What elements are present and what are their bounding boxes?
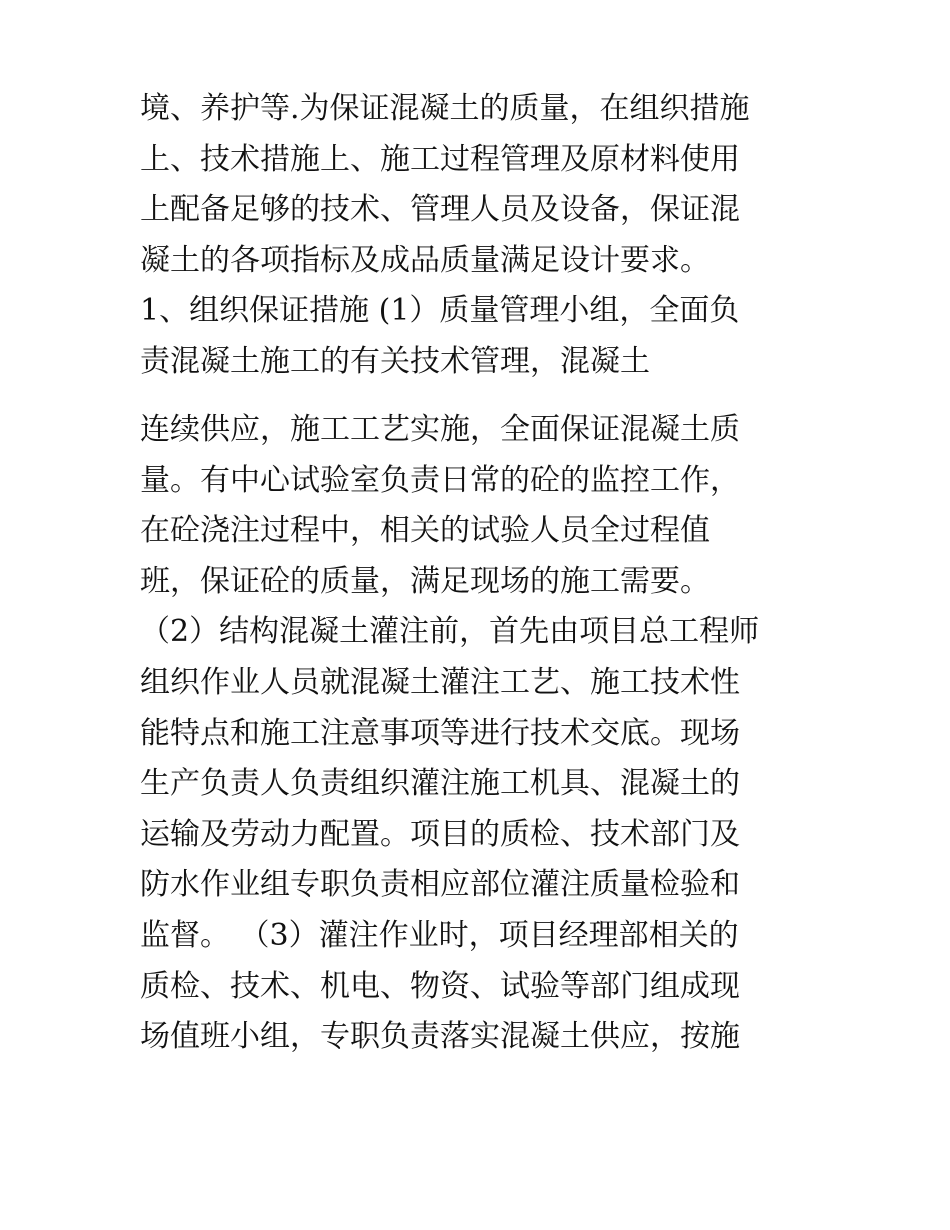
- paragraph-2: [140, 405, 840, 1063]
- text-line: 在砼浇注过程中，相关的试验人员全过程值: [140, 513, 710, 549]
- text-line: 境、养护等.为保证混凝土的质量，在组织措施: [140, 91, 750, 126]
- text-line: 凝土的各项指标及成品质量满足设计要求。: [140, 242, 710, 278]
- text-line: 上、技术措施上、施工过程管理及原材料使用: [140, 141, 740, 177]
- text-line: 组织作业人员就混凝土灌注工艺、施工技术性: [140, 664, 740, 700]
- text-line: 1、组织保证措施 (1）质量管理小组，全面负: [140, 293, 740, 329]
- text-line: 运输及劳动力配置。项目的质检、技术部门及: [140, 816, 740, 852]
- text-line: 监督。 （3）灌注作业时，项目经理部相关的: [140, 917, 739, 953]
- text-line: 质检、技术、机电、物资、试验等部门组成现: [140, 968, 740, 1004]
- text-line: 连续供应，施工工艺实施，全面保证混凝土质: [140, 412, 740, 447]
- text-line: 班，保证砼的质量，满足现场的施工需要。: [140, 563, 710, 599]
- paragraph-1: [140, 84, 840, 388]
- text-line: 上配备足够的技术、管理人员及设备，保证混: [140, 192, 740, 228]
- text-line: 量。有中心试验室负责日常的砼的监控工作，: [140, 462, 740, 498]
- text-line: 生产负责人负责组织灌注施工机具、混凝土的: [140, 766, 740, 802]
- text-line: 场值班小组，专职负责落实混凝土供应，按施: [140, 1019, 740, 1055]
- text-line: 责混凝土施工的有关技术管理，混凝土: [140, 343, 650, 379]
- text-line: 能特点和施工注意事项等进行技术交底。现场: [140, 715, 740, 751]
- text-line: （2）结构混凝土灌注前，首先由项目总工程师: [140, 614, 760, 650]
- text-line: 防水作业组专职负责相应部位灌注质量检验和: [140, 867, 740, 903]
